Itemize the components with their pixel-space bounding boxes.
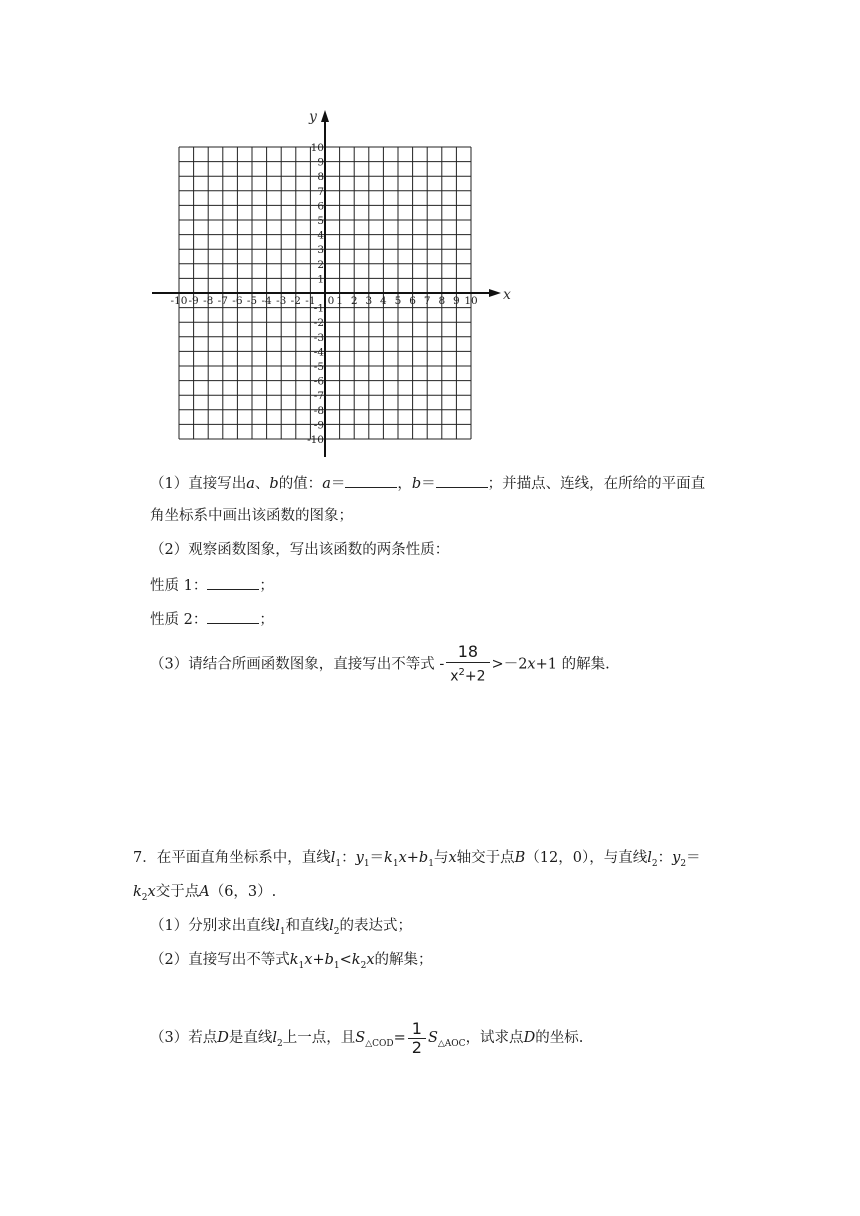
q7-p3-S1-sub: △COD	[365, 1038, 394, 1049]
q7-p1-l1-sub: 1	[279, 926, 286, 937]
x-tick-label: -9	[188, 295, 199, 307]
q7-p2-b: b	[324, 952, 334, 968]
y-tick-label: -8	[313, 404, 324, 417]
x-tick-label: -3	[276, 295, 287, 307]
q6-part3	[150, 642, 610, 687]
eq: ＝	[330, 476, 346, 492]
q7-part3	[150, 1018, 583, 1064]
q7-y2-sub: 2	[680, 858, 687, 869]
q7-l1: l	[330, 850, 336, 866]
q7-p1-c: 的表达式；	[339, 918, 412, 934]
y-tick-label: 1	[317, 273, 324, 286]
q6-property2	[150, 608, 274, 630]
q6-p1-text: （1）直接写出	[150, 476, 247, 492]
y-tick-label: -3	[313, 331, 324, 344]
q7-p2-x2: x	[366, 952, 375, 968]
grid-svg	[145, 105, 515, 470]
q7-l2-sub: 2	[651, 858, 658, 869]
q7-p1-l2-sub: 2	[333, 926, 340, 937]
q7-p2-b-sub: 1	[333, 960, 340, 971]
q7-x2: x	[147, 884, 156, 900]
q7-k1-sub: 1	[392, 858, 399, 869]
q7-p1-l2: l	[329, 918, 334, 934]
q7-part2	[150, 950, 433, 976]
y-tick-label: -6	[313, 375, 324, 388]
q7-p3-eq: =	[393, 1030, 406, 1046]
y-tick-label: 8	[317, 171, 324, 184]
den-rest: +2	[464, 668, 486, 685]
q7-p3-D: D	[217, 1030, 229, 1046]
var-b: b	[269, 476, 279, 492]
q6-property1	[150, 574, 274, 596]
q7-with: 与	[433, 850, 449, 866]
q7-p3-b: 是直线	[228, 1030, 273, 1046]
den-x: x	[450, 668, 459, 685]
q7-l2: l	[647, 850, 652, 866]
x-tick-label: 9	[453, 295, 460, 307]
q7-p3-l2-sub: 2	[277, 1038, 283, 1049]
q7-line2	[133, 882, 276, 908]
x-tick-label: 10	[464, 295, 478, 307]
prop2-label: 性质 2：	[150, 612, 208, 628]
q7-eq: ＝	[369, 850, 385, 866]
q7-b1-sub: 1	[428, 858, 434, 869]
q7-p2-x: x	[304, 952, 313, 968]
q7-p1-l1: l	[275, 918, 280, 934]
x-tick-label: -5	[246, 295, 258, 307]
frac-denominator	[446, 662, 489, 687]
x-tick-label: 7	[423, 295, 431, 307]
x-tick-label: 6	[409, 295, 416, 307]
q7-colon: ：	[341, 850, 356, 866]
q7-p3-S2: S	[427, 1030, 438, 1046]
q7-y1: y	[355, 850, 364, 866]
q7-intersect2: 交于点	[155, 884, 200, 900]
q6-p3-text: （3）请结合所画函数图象，直接写出不等式 -	[150, 656, 445, 673]
q7-p2-lt: <	[339, 952, 352, 968]
q7-intersect: 轴交于点	[456, 850, 515, 866]
eq2: ＝	[421, 476, 436, 492]
answer-blank-a[interactable]	[345, 472, 397, 488]
q7-p3-l2: l	[272, 1030, 278, 1046]
x-axis-arrow	[489, 289, 501, 297]
q6-part1-line2: 角坐标系中画出该函数的图象；	[150, 508, 353, 524]
frac-numerator: 18	[457, 642, 479, 661]
q7-B-coord: （12，0），与直线	[525, 850, 648, 866]
y-tick-label: -2	[313, 317, 324, 330]
den-sup: 2	[458, 667, 465, 678]
x-tick-label: 1	[336, 295, 343, 307]
fraction-one-half	[408, 1020, 426, 1057]
q6-part1-line1	[150, 472, 705, 494]
x-tick-label: -10	[170, 295, 188, 307]
q7-p2-c: 的解集；	[374, 952, 433, 968]
q7-p2-k1-sub: 1	[298, 960, 305, 971]
q7-colon2: ：	[657, 850, 673, 866]
q7-plus: +	[406, 850, 419, 866]
q7-p3-S2-sub: △AOC	[437, 1038, 466, 1049]
q7-p1-b: 和直线	[285, 918, 330, 934]
y-tick-label: -10	[307, 434, 324, 446]
x-tick-label: -4	[261, 295, 272, 307]
prop2-end: ；	[259, 612, 274, 628]
coordinate-grid	[145, 105, 515, 470]
q7-p3-c: 上一点，且	[282, 1030, 356, 1046]
x-tick-label: -7	[217, 295, 228, 307]
y-tick-label: -9	[313, 419, 324, 432]
x-tick-label: -8	[203, 295, 214, 307]
q6-p1-tail: ；并描点、连线，在所给的平面直	[487, 476, 706, 492]
q7-k2-sub: 2	[141, 892, 148, 903]
y-tick-label: -4	[313, 346, 324, 359]
half-den: 2	[408, 1038, 426, 1057]
y-tick-label: 9	[317, 156, 324, 169]
x-tick-label: 4	[380, 295, 387, 307]
y-tick-label: 2	[317, 258, 324, 271]
q7-A-coord: （6，3）.	[209, 884, 277, 900]
y-tick-label: 6	[317, 200, 324, 213]
q7-p3-D2: D	[523, 1030, 536, 1046]
q6-part2: （2）观察函数图象，写出该函数的两条性质：	[150, 542, 450, 558]
half-num: 1	[411, 1018, 422, 1038]
y-axis-arrow	[321, 110, 329, 122]
q7-p2-k2-sub: 2	[360, 960, 367, 971]
q7-k1: k	[384, 850, 393, 866]
q7-p3-S1: S	[355, 1030, 366, 1046]
x-tick-label: 2	[350, 295, 358, 307]
y-tick-label: 4	[317, 229, 324, 242]
q7-x: x	[398, 850, 407, 866]
q6-p3-tail: +1 的解集.	[535, 656, 610, 673]
q7-x-axis: x	[448, 850, 457, 866]
x-tick-label: -2	[290, 295, 301, 307]
sep: 、	[254, 476, 270, 492]
x-tick-label: 8	[438, 295, 446, 307]
var-a: a	[246, 476, 255, 492]
q7-p3-d: ，试求点	[465, 1030, 524, 1046]
q6-p3-x: x	[527, 656, 536, 673]
var-a-eq: a	[322, 476, 331, 492]
q7-l1-sub: 1	[335, 858, 342, 869]
prop1-label: 性质 1：	[150, 578, 208, 594]
prop1-end: ；	[259, 578, 274, 594]
x-tick-label: 0	[327, 295, 335, 307]
q7-text-a: 7．在平面直角坐标系中，直线	[133, 850, 331, 866]
y-tick-label: 3	[317, 244, 324, 257]
x-axis-label: x	[503, 287, 511, 303]
x-tick-label: 3	[365, 295, 373, 307]
q7-p1-a: （1）分别求出直线	[150, 918, 276, 934]
y-tick-label: 5	[317, 215, 324, 227]
answer-blank-b[interactable]	[436, 472, 488, 488]
q7-p2-k2: k	[351, 952, 361, 968]
comma: ，	[397, 476, 412, 492]
q7-p2-k1: k	[289, 952, 299, 968]
q7-p3-a: （3）若点	[150, 1030, 218, 1046]
fraction-18-over-x2-plus-2	[446, 642, 489, 687]
answer-blank-prop1[interactable]	[207, 574, 259, 590]
q7-y1-sub: 1	[363, 858, 370, 869]
q7-B: B	[514, 850, 526, 866]
q7-line1	[133, 848, 701, 874]
q7-A: A	[199, 884, 210, 900]
q7-b1: b	[418, 850, 429, 866]
var-b-eq: b	[411, 476, 422, 492]
y-tick-label: -5	[313, 361, 324, 373]
q7-part1	[150, 916, 412, 942]
x-tick-label: 5	[394, 295, 402, 307]
y-tick-label: 7	[317, 185, 324, 198]
q6-p1-text2: 的值：	[278, 476, 323, 492]
x-tick-label: -6	[232, 295, 243, 307]
q7-eq2: ＝	[686, 850, 701, 866]
y-tick-label: -7	[313, 390, 324, 403]
y-axis-label: y	[309, 109, 317, 125]
q7-y2: y	[672, 850, 681, 866]
answer-blank-prop2[interactable]	[207, 608, 259, 624]
q7-p2-plus: +	[312, 952, 325, 968]
q6-p3-mid: >－2	[491, 656, 528, 673]
q7-p2-a: （2）直接写出不等式	[150, 952, 290, 968]
q7-k2: k	[133, 884, 142, 900]
q7-p3-e: 的坐标.	[535, 1030, 584, 1046]
y-tick-label: -1	[313, 302, 324, 315]
y-tick-label: 10	[310, 142, 324, 154]
x-tick-label: -1	[305, 295, 316, 307]
